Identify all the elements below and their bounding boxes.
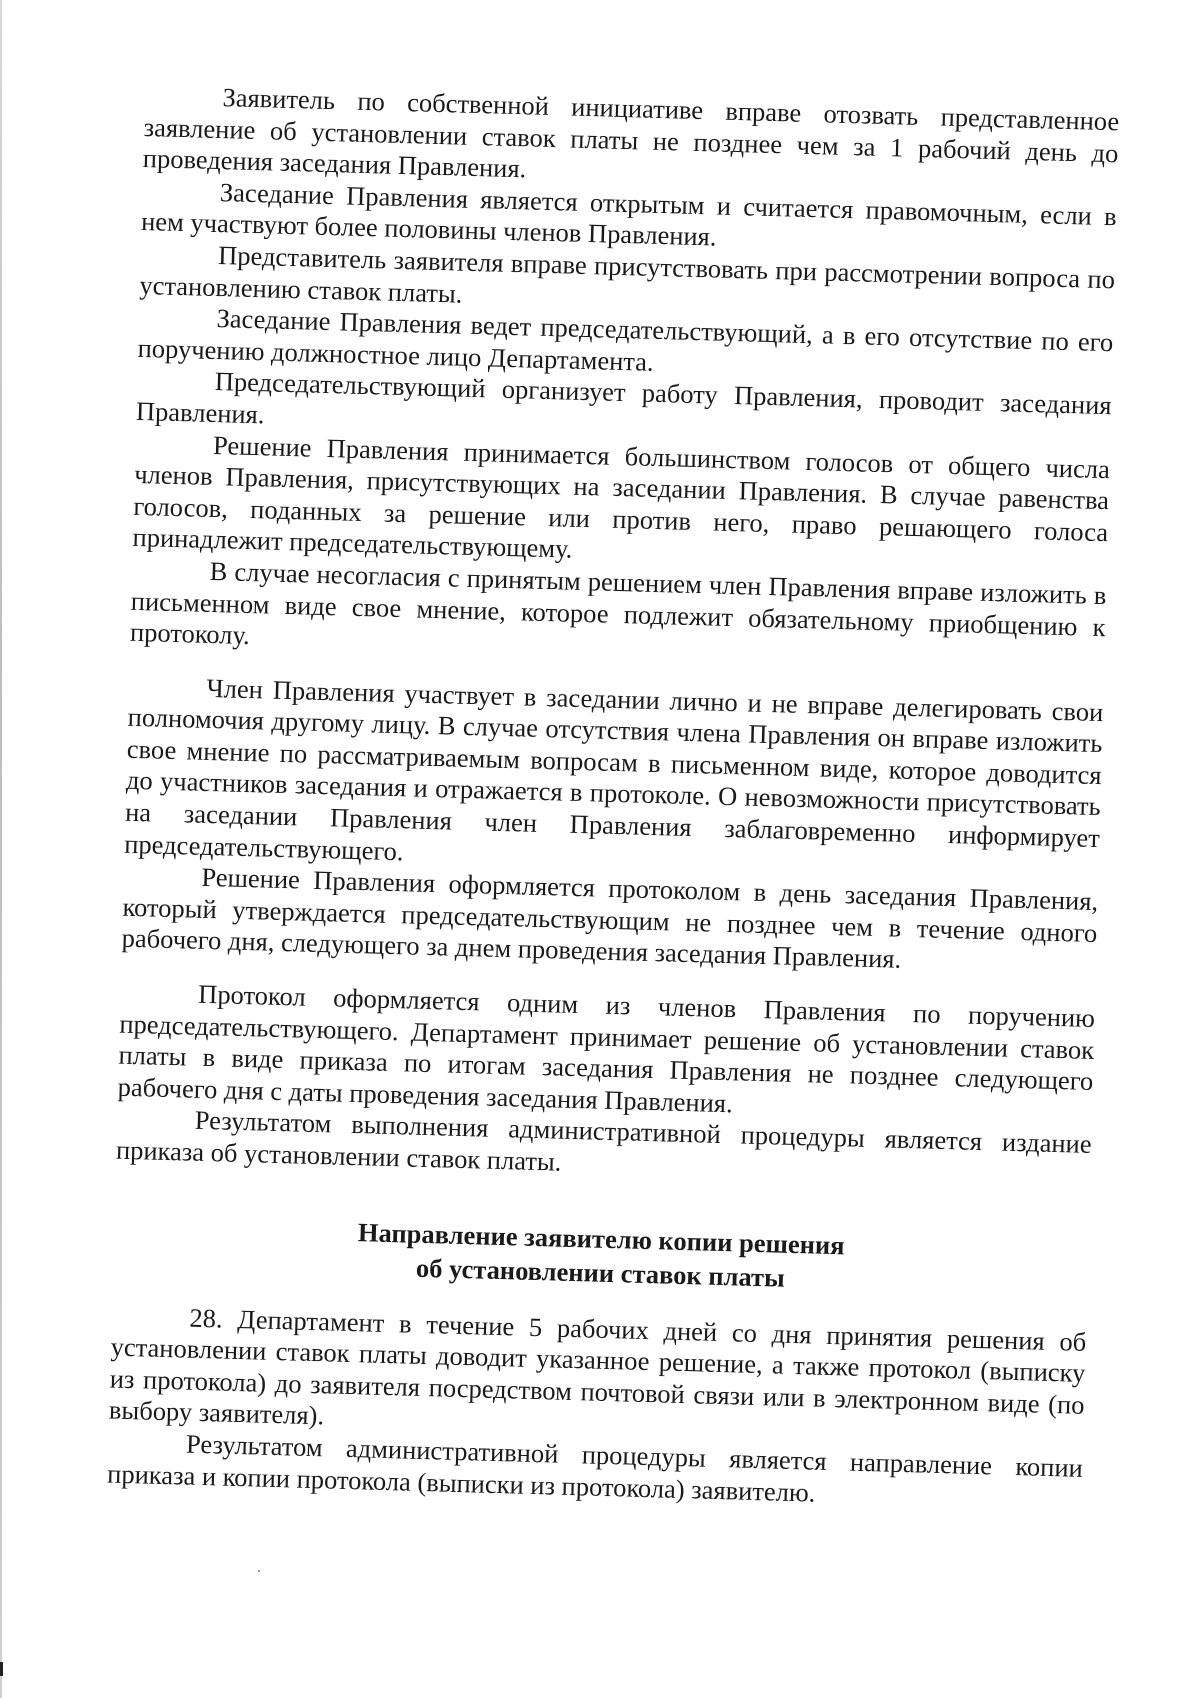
paragraph-chair-organizes: Председательствующий организует работу Правления, проводит заседания Правления. <box>135 366 1112 430</box>
paragraph-decision-protocol: Решение Правления оформляется протоколом в день заседания Правления, который утверждается председательствующим не позднее чем в течение одного рабочего дня, следующего за днем проведения заседания Правления. <box>121 862 1099 975</box>
section-heading-line-2: об установлении ставок платы <box>415 1252 786 1293</box>
paragraph-member-participation: Член Правления участвует в заседании лично и не вправе делегировать свои полномочия другому лицу. В случае отсутствия члена Правления он вправе изложить свое мнение по рассматриваемым вопросам в письменном виде, которое доводится до участников заседания и отражается в протоколе. О невозможности присутствовать на заседании Правления член Правления заблаговременно информирует председательствующего. <box>123 672 1104 866</box>
scan-speck <box>258 1570 260 1572</box>
paragraph-meeting-open: Заседание Правления является открытым и считается правомочным, если в нем участвуют более половины членов Правления. <box>140 176 1118 252</box>
paragraph-protocol-preparation: Протокол оформляется одним из членов Правления по поручению председательствующего. Департамент принимает решение об установлении ставок платы в виде приказа по итогам заседания Правления не позднее следующего рабочего дня с даты проведения заседания Правления. <box>117 978 1096 1119</box>
paragraph-final-result: Результатом административной процедуры является направление копии приказа и копии протокола (выписки из протокола) заявителю. <box>106 1428 1084 1508</box>
paragraph-disagreement: В случае несогласия с принятым решением член Правления вправе изложить в письменном виде свое мнение, которое подлежит обязательному приобщению к протоколу. <box>129 555 1107 651</box>
document-body <box>107 80 1120 1516</box>
scan-mark <box>0 1662 3 1676</box>
paragraph-withdraw-application: Заявитель по собственной инициативе вправе отозвать представленное заявление об установлении ставок платы не позднее чем за 1 рабочий день до проведения заседания Правления. <box>142 82 1120 184</box>
paragraph-item-28: 28. Департамент в течение 5 рабочих дней со дня принятия решения об установлении ставок платы доводит указанное решение, а также протокол (выписку из протокола) до заявителя посредством почтовой связи или в электронном виде (по выбору заявителя). <box>108 1302 1087 1431</box>
paragraph-chairperson: Заседание Правления ведет председательствующий, а в его отсутствие по его поручению должностное лицо Департамента. <box>137 303 1114 377</box>
section-heading <box>113 1208 1089 1302</box>
paragraph-representative: Представитель заявителя вправе присутствовать при рассмотрении вопроса по установлению ставок платы. <box>139 240 1116 309</box>
scan-edge <box>0 0 2 1698</box>
paragraph-decision-majority: Решение Правления принимается большинством голосов от общего числа членов Правления, присутствующих на заседании Правления. В случае равенства голосов, поданных за решение или против него, право решающего голоса принадлежит председательствующему. <box>132 429 1111 565</box>
paragraph-procedure-result: Результатом выполнения административной процедуры является издание приказа об установлении ставок платы. <box>115 1105 1092 1177</box>
section-heading-line-1: Направление заявителю копии решения <box>357 1216 846 1260</box>
